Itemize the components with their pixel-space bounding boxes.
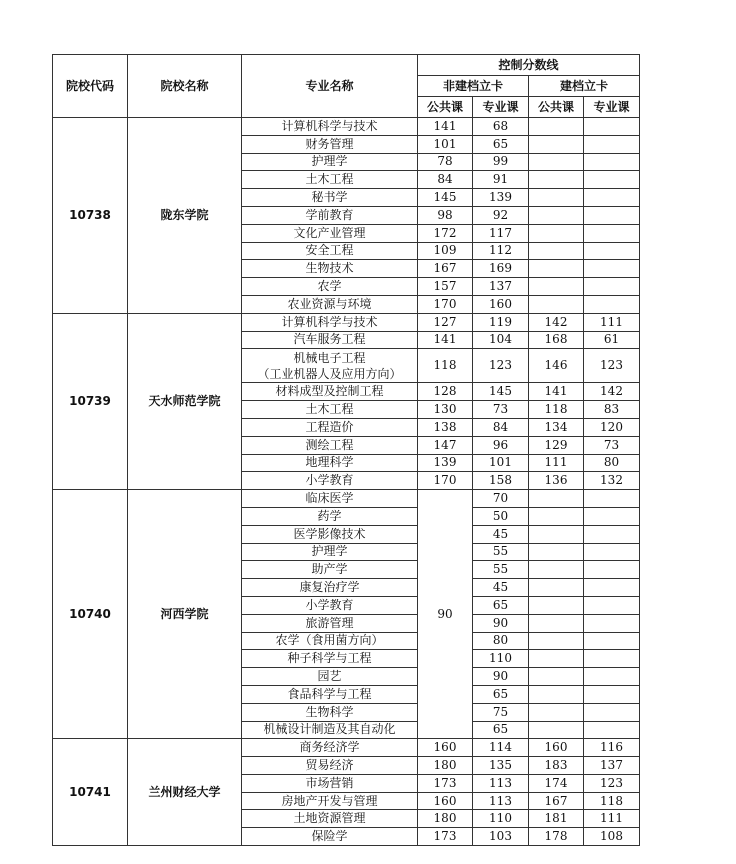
public-score-poor-cell bbox=[529, 579, 584, 597]
major-name-cell: 小学教育 bbox=[242, 596, 418, 614]
major-score-non-poor-cell: 110 bbox=[473, 810, 529, 828]
public-score-poor-cell bbox=[529, 685, 584, 703]
public-score-non-poor-cell: 147 bbox=[418, 436, 473, 454]
major-score-poor-cell bbox=[584, 650, 640, 668]
public-score-poor-cell: 174 bbox=[529, 774, 584, 792]
public-score-non-poor-cell: 141 bbox=[418, 331, 473, 349]
shared-public-score-cell: 90 bbox=[418, 490, 473, 739]
public-score-poor-cell bbox=[529, 650, 584, 668]
admission-score-table-wrapper bbox=[52, 54, 640, 846]
major-score-poor-cell bbox=[584, 242, 640, 260]
major-score-non-poor-cell: 119 bbox=[473, 313, 529, 331]
major-name-cell: 机械设计制造及其自动化 bbox=[242, 721, 418, 739]
major-name-cell: 文化产业管理 bbox=[242, 224, 418, 242]
major-name-cell: 汽车服务工程 bbox=[242, 331, 418, 349]
major-score-poor-cell bbox=[584, 668, 640, 686]
public-score-non-poor-cell: 160 bbox=[418, 739, 473, 757]
major-name-cell: 市场营销 bbox=[242, 774, 418, 792]
public-score-non-poor-cell: 101 bbox=[418, 135, 473, 153]
public-score-non-poor-cell: 145 bbox=[418, 189, 473, 207]
major-score-non-poor-cell: 90 bbox=[473, 668, 529, 686]
public-score-non-poor-cell: 84 bbox=[418, 171, 473, 189]
major-name-cell: 临床医学 bbox=[242, 490, 418, 508]
major-name-cell: 园艺 bbox=[242, 668, 418, 686]
table-row bbox=[53, 490, 640, 508]
school-code-cell: 10739 bbox=[53, 313, 128, 489]
major-name-cell: 安全工程 bbox=[242, 242, 418, 260]
major-score-poor-cell bbox=[584, 189, 640, 207]
school-code-cell: 10740 bbox=[53, 490, 128, 739]
major-score-non-poor-cell: 145 bbox=[473, 383, 529, 401]
table-body bbox=[53, 118, 640, 846]
major-score-poor-cell bbox=[584, 561, 640, 579]
header-public-course-poor: 公共课 bbox=[529, 97, 584, 118]
major-name-cell: 计算机科学与技术 bbox=[242, 118, 418, 136]
major-score-poor-cell: 118 bbox=[584, 792, 640, 810]
public-score-poor-cell: 134 bbox=[529, 418, 584, 436]
major-score-non-poor-cell: 101 bbox=[473, 454, 529, 472]
public-score-poor-cell bbox=[529, 171, 584, 189]
major-name-cell: 农业资源与环境 bbox=[242, 295, 418, 313]
public-score-non-poor-cell: 130 bbox=[418, 401, 473, 419]
public-score-poor-cell: 168 bbox=[529, 331, 584, 349]
public-score-poor-cell: 181 bbox=[529, 810, 584, 828]
major-name-cell: 旅游管理 bbox=[242, 614, 418, 632]
major-score-non-poor-cell: 169 bbox=[473, 260, 529, 278]
major-score-non-poor-cell: 65 bbox=[473, 721, 529, 739]
public-score-poor-cell: 129 bbox=[529, 436, 584, 454]
header-major-name: 专业名称 bbox=[242, 55, 418, 118]
major-score-non-poor-cell: 104 bbox=[473, 331, 529, 349]
major-score-poor-cell: 116 bbox=[584, 739, 640, 757]
major-score-poor-cell bbox=[584, 206, 640, 224]
header-poor: 建档立卡 bbox=[529, 76, 640, 97]
major-name-cell: 商务经济学 bbox=[242, 739, 418, 757]
major-score-poor-cell: 123 bbox=[584, 774, 640, 792]
major-name-cell: 秘书学 bbox=[242, 189, 418, 207]
major-score-non-poor-cell: 110 bbox=[473, 650, 529, 668]
major-name-cell: 医学影像技术 bbox=[242, 525, 418, 543]
major-score-poor-cell bbox=[584, 703, 640, 721]
major-name-cell: 计算机科学与技术 bbox=[242, 313, 418, 331]
header-major-course-non-poor: 专业课 bbox=[473, 97, 529, 118]
public-score-non-poor-cell: 109 bbox=[418, 242, 473, 260]
major-name-cell: 护理学 bbox=[242, 153, 418, 171]
table-header bbox=[53, 55, 640, 118]
major-score-non-poor-cell: 50 bbox=[473, 507, 529, 525]
school-name-cell: 河西学院 bbox=[128, 490, 242, 739]
major-score-poor-cell bbox=[584, 543, 640, 561]
school-name-cell: 陇东学院 bbox=[128, 118, 242, 314]
major-score-non-poor-cell: 99 bbox=[473, 153, 529, 171]
major-name-cell: 生物科学 bbox=[242, 703, 418, 721]
major-score-non-poor-cell: 137 bbox=[473, 278, 529, 296]
major-score-poor-cell bbox=[584, 685, 640, 703]
major-name-cell: 房地产开发与管理 bbox=[242, 792, 418, 810]
major-name-cell: 药学 bbox=[242, 507, 418, 525]
major-score-non-poor-cell: 65 bbox=[473, 596, 529, 614]
public-score-poor-cell bbox=[529, 543, 584, 561]
major-score-poor-cell: 83 bbox=[584, 401, 640, 419]
major-score-non-poor-cell: 117 bbox=[473, 224, 529, 242]
major-score-poor-cell bbox=[584, 224, 640, 242]
major-name-cell: 工程造价 bbox=[242, 418, 418, 436]
major-score-poor-cell bbox=[584, 118, 640, 136]
major-score-non-poor-cell: 65 bbox=[473, 135, 529, 153]
admission-score-table bbox=[52, 54, 640, 846]
public-score-non-poor-cell: 157 bbox=[418, 278, 473, 296]
major-score-non-poor-cell: 45 bbox=[473, 525, 529, 543]
major-name-cell: 土木工程 bbox=[242, 401, 418, 419]
header-public-course-non-poor: 公共课 bbox=[418, 97, 473, 118]
major-score-non-poor-cell: 70 bbox=[473, 490, 529, 508]
public-score-poor-cell bbox=[529, 596, 584, 614]
public-score-non-poor-cell: 180 bbox=[418, 810, 473, 828]
major-score-poor-cell: 123 bbox=[584, 349, 640, 383]
public-score-non-poor-cell: 78 bbox=[418, 153, 473, 171]
major-name-cell: 测绘工程 bbox=[242, 436, 418, 454]
header-school-name: 院校名称 bbox=[128, 55, 242, 118]
major-score-non-poor-cell: 112 bbox=[473, 242, 529, 260]
major-score-non-poor-cell: 90 bbox=[473, 614, 529, 632]
table-row bbox=[53, 313, 640, 331]
public-score-non-poor-cell: 138 bbox=[418, 418, 473, 436]
major-score-poor-cell bbox=[584, 614, 640, 632]
major-score-poor-cell bbox=[584, 153, 640, 171]
major-name-cell: 小学教育 bbox=[242, 472, 418, 490]
major-score-non-poor-cell: 135 bbox=[473, 757, 529, 775]
major-name-cell: 材料成型及控制工程 bbox=[242, 383, 418, 401]
public-score-non-poor-cell: 170 bbox=[418, 472, 473, 490]
major-name-cell: 农学 bbox=[242, 278, 418, 296]
school-name-cell: 天水师范学院 bbox=[128, 313, 242, 489]
major-name-cell: 机械电子工程 （工业机器人及应用方向） bbox=[242, 349, 418, 383]
major-score-non-poor-cell: 103 bbox=[473, 828, 529, 846]
school-name-cell: 兰州财经大学 bbox=[128, 739, 242, 846]
major-score-poor-cell: 137 bbox=[584, 757, 640, 775]
public-score-poor-cell bbox=[529, 242, 584, 260]
major-name-cell: 贸易经济 bbox=[242, 757, 418, 775]
header-major-course-poor: 专业课 bbox=[584, 97, 640, 118]
major-score-poor-cell bbox=[584, 490, 640, 508]
major-score-non-poor-cell: 158 bbox=[473, 472, 529, 490]
public-score-poor-cell: 142 bbox=[529, 313, 584, 331]
public-score-non-poor-cell: 160 bbox=[418, 792, 473, 810]
major-score-non-poor-cell: 113 bbox=[473, 792, 529, 810]
table-row bbox=[53, 118, 640, 136]
public-score-non-poor-cell: 173 bbox=[418, 774, 473, 792]
public-score-poor-cell bbox=[529, 135, 584, 153]
public-score-poor-cell bbox=[529, 295, 584, 313]
public-score-poor-cell: 141 bbox=[529, 383, 584, 401]
public-score-poor-cell bbox=[529, 668, 584, 686]
table-row bbox=[53, 739, 640, 757]
major-score-poor-cell bbox=[584, 525, 640, 543]
public-score-poor-cell bbox=[529, 721, 584, 739]
major-name-cell: 康复治疗学 bbox=[242, 579, 418, 597]
major-name-cell: 食品科学与工程 bbox=[242, 685, 418, 703]
public-score-poor-cell bbox=[529, 525, 584, 543]
major-score-non-poor-cell: 96 bbox=[473, 436, 529, 454]
major-score-non-poor-cell: 114 bbox=[473, 739, 529, 757]
major-name-cell: 种子科学与工程 bbox=[242, 650, 418, 668]
major-score-poor-cell: 120 bbox=[584, 418, 640, 436]
major-score-poor-cell bbox=[584, 596, 640, 614]
major-name-cell: 土木工程 bbox=[242, 171, 418, 189]
public-score-poor-cell: 136 bbox=[529, 472, 584, 490]
major-score-poor-cell: 132 bbox=[584, 472, 640, 490]
major-score-poor-cell bbox=[584, 295, 640, 313]
public-score-non-poor-cell: 118 bbox=[418, 349, 473, 383]
major-score-non-poor-cell: 55 bbox=[473, 543, 529, 561]
major-score-non-poor-cell: 55 bbox=[473, 561, 529, 579]
public-score-poor-cell bbox=[529, 118, 584, 136]
major-score-poor-cell: 61 bbox=[584, 331, 640, 349]
major-score-non-poor-cell: 68 bbox=[473, 118, 529, 136]
public-score-poor-cell bbox=[529, 632, 584, 650]
public-score-non-poor-cell: 98 bbox=[418, 206, 473, 224]
major-score-poor-cell bbox=[584, 632, 640, 650]
major-score-poor-cell bbox=[584, 260, 640, 278]
public-score-non-poor-cell: 180 bbox=[418, 757, 473, 775]
public-score-poor-cell bbox=[529, 490, 584, 508]
major-score-poor-cell bbox=[584, 721, 640, 739]
major-score-non-poor-cell: 160 bbox=[473, 295, 529, 313]
major-score-poor-cell: 111 bbox=[584, 810, 640, 828]
major-score-non-poor-cell: 80 bbox=[473, 632, 529, 650]
major-score-non-poor-cell: 123 bbox=[473, 349, 529, 383]
major-name-cell: 农学（食用菌方向） bbox=[242, 632, 418, 650]
public-score-poor-cell bbox=[529, 206, 584, 224]
public-score-poor-cell: 178 bbox=[529, 828, 584, 846]
public-score-poor-cell bbox=[529, 507, 584, 525]
major-score-non-poor-cell: 73 bbox=[473, 401, 529, 419]
public-score-poor-cell: 118 bbox=[529, 401, 584, 419]
major-score-non-poor-cell: 139 bbox=[473, 189, 529, 207]
public-score-poor-cell: 146 bbox=[529, 349, 584, 383]
major-score-poor-cell bbox=[584, 579, 640, 597]
public-score-poor-cell: 160 bbox=[529, 739, 584, 757]
major-name-cell: 土地资源管理 bbox=[242, 810, 418, 828]
public-score-poor-cell: 167 bbox=[529, 792, 584, 810]
public-score-non-poor-cell: 127 bbox=[418, 313, 473, 331]
major-name-cell: 学前教育 bbox=[242, 206, 418, 224]
public-score-poor-cell: 111 bbox=[529, 454, 584, 472]
header-school-code: 院校代码 bbox=[53, 55, 128, 118]
public-score-poor-cell bbox=[529, 260, 584, 278]
major-score-poor-cell: 108 bbox=[584, 828, 640, 846]
major-name-cell: 保险学 bbox=[242, 828, 418, 846]
major-score-poor-cell bbox=[584, 135, 640, 153]
public-score-poor-cell bbox=[529, 153, 584, 171]
public-score-poor-cell bbox=[529, 614, 584, 632]
major-score-poor-cell: 142 bbox=[584, 383, 640, 401]
major-score-poor-cell: 73 bbox=[584, 436, 640, 454]
major-score-poor-cell: 111 bbox=[584, 313, 640, 331]
header-non-poor: 非建档立卡 bbox=[418, 76, 529, 97]
major-score-poor-cell bbox=[584, 507, 640, 525]
public-score-poor-cell bbox=[529, 278, 584, 296]
public-score-non-poor-cell: 170 bbox=[418, 295, 473, 313]
major-score-poor-cell bbox=[584, 278, 640, 296]
major-score-non-poor-cell: 91 bbox=[473, 171, 529, 189]
public-score-non-poor-cell: 173 bbox=[418, 828, 473, 846]
public-score-non-poor-cell: 167 bbox=[418, 260, 473, 278]
school-code-cell: 10741 bbox=[53, 739, 128, 846]
major-name-cell: 生物技术 bbox=[242, 260, 418, 278]
major-score-poor-cell: 80 bbox=[584, 454, 640, 472]
public-score-poor-cell bbox=[529, 703, 584, 721]
public-score-non-poor-cell: 141 bbox=[418, 118, 473, 136]
header-control-line: 控制分数线 bbox=[418, 55, 640, 76]
major-name-cell: 助产学 bbox=[242, 561, 418, 579]
public-score-poor-cell bbox=[529, 189, 584, 207]
major-name-cell: 地理科学 bbox=[242, 454, 418, 472]
public-score-poor-cell bbox=[529, 224, 584, 242]
major-score-poor-cell bbox=[584, 171, 640, 189]
major-name-cell: 护理学 bbox=[242, 543, 418, 561]
major-name-cell: 财务管理 bbox=[242, 135, 418, 153]
public-score-non-poor-cell: 128 bbox=[418, 383, 473, 401]
major-score-non-poor-cell: 113 bbox=[473, 774, 529, 792]
public-score-non-poor-cell: 172 bbox=[418, 224, 473, 242]
public-score-non-poor-cell: 139 bbox=[418, 454, 473, 472]
major-score-non-poor-cell: 84 bbox=[473, 418, 529, 436]
major-score-non-poor-cell: 92 bbox=[473, 206, 529, 224]
major-score-non-poor-cell: 45 bbox=[473, 579, 529, 597]
major-score-non-poor-cell: 75 bbox=[473, 703, 529, 721]
public-score-poor-cell bbox=[529, 561, 584, 579]
school-code-cell: 10738 bbox=[53, 118, 128, 314]
major-score-non-poor-cell: 65 bbox=[473, 685, 529, 703]
public-score-poor-cell: 183 bbox=[529, 757, 584, 775]
